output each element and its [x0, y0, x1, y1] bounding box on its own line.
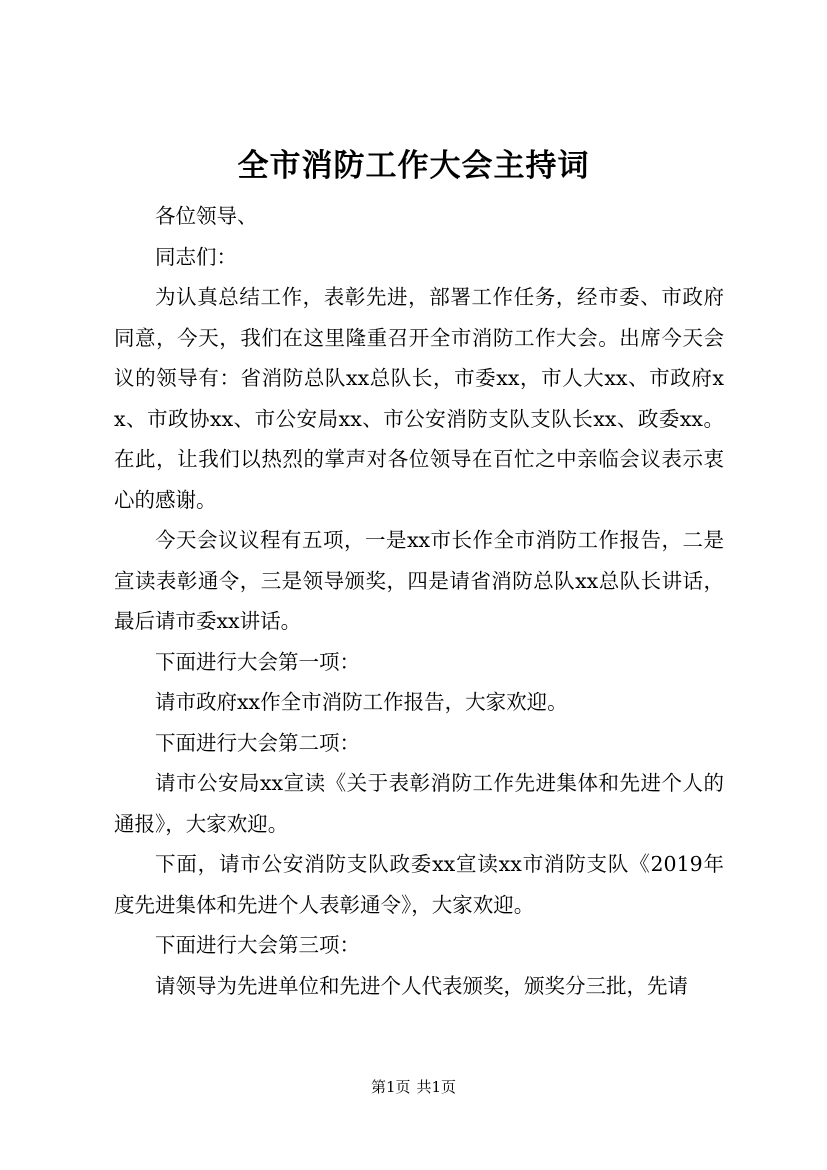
paragraph-opening: 为认真总结工作，表彰先进，部署工作任务，经市委、市政府同意，今天，我们在这里隆重召开全市消防工作大会。出席今天会议的领导有：省消防总队xx总队长，市委xx，市人大xx、市政府xx、市政协xx、市公安局xx、市公安消防支队支队长xx、政委xx。在此，让我们以热烈的掌声对各位领导在百忙之中亲临会议表示衷心的感谢。 [114, 285, 724, 512]
paragraph-item-2-commendation: 下面，请市公安消防支队政委xx宣读xx市消防支队《2019年度先进集体和先进个人表彰通令》，大家欢迎。 [114, 852, 724, 917]
document-title: 全市消防工作大会主持词 [237, 148, 590, 184]
paragraph-item-2-body: 请市公安局xx宣读《关于表彰消防工作先进集体和先进个人的通报》，大家欢迎。 [114, 771, 724, 836]
paragraph-agenda: 今天会议议程有五项，一是xx市长作全市消防工作报告，二是宣读表彰通令，三是领导颁奖，四是请省消防总队xx总队长讲话，最后请市委xx讲话。 [114, 528, 724, 633]
page-number: 第1页 [370, 1078, 411, 1096]
paragraph-item-1-body: 请市政府xx作全市消防工作报告，大家欢迎。 [155, 690, 568, 714]
page-footer [0, 1077, 827, 1097]
paragraph-item-3-heading: 下面进行大会第三项： [155, 933, 360, 957]
document-body [114, 196, 724, 1006]
paragraph-item-1-heading: 下面进行大会第一项： [155, 649, 360, 674]
page-total: 共1页 [416, 1078, 457, 1096]
paragraph-item-3-body: 请领导为先进单位和先进个人代表颁奖，颁奖分三批，先请 [155, 973, 688, 998]
salutation-line-2: 同志们： [155, 244, 237, 269]
paragraph-item-2-heading: 下面进行大会第二项： [155, 730, 360, 755]
salutation-line-1: 各位领导、 [155, 204, 258, 228]
